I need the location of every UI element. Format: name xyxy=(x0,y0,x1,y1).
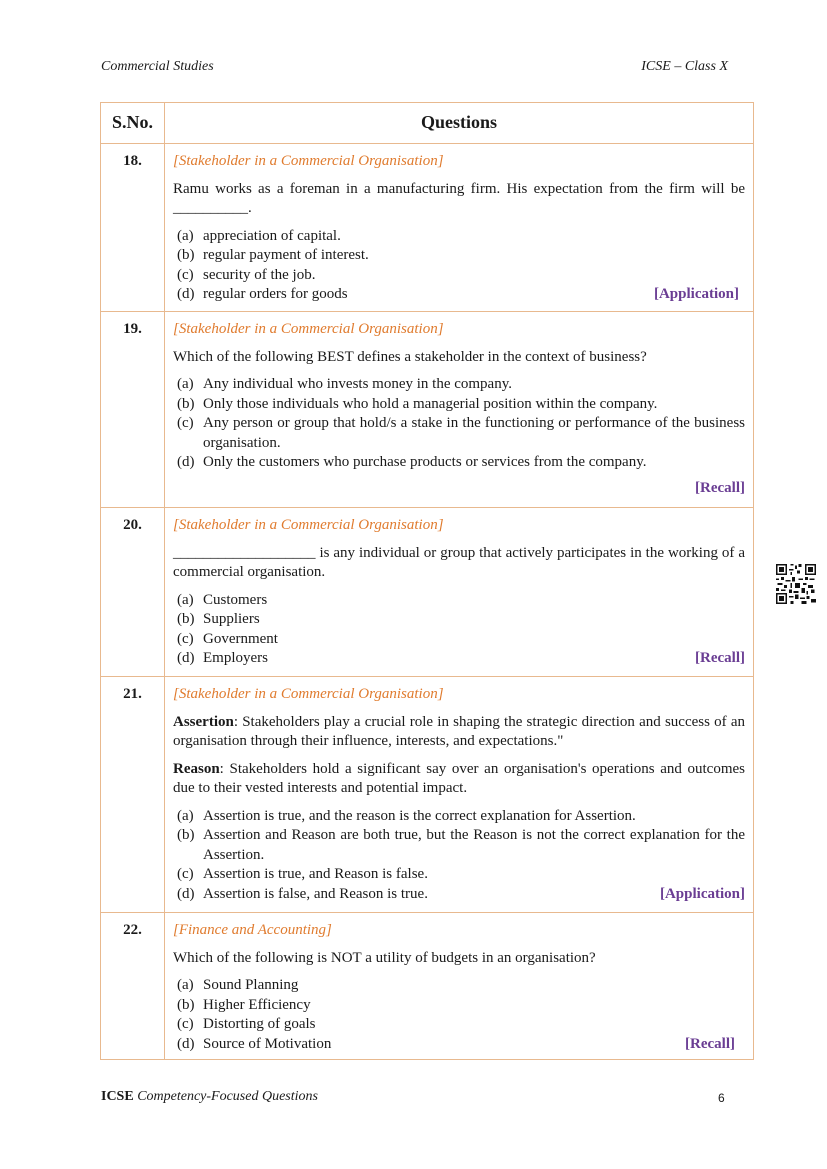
option-label: (d) xyxy=(177,1035,195,1052)
option xyxy=(177,649,745,669)
option-text: Higher Efficiency xyxy=(203,996,311,1013)
option-text: Only the customers who purchase products or services from the company. xyxy=(203,454,647,470)
header-class: ICSE – Class X xyxy=(641,59,728,74)
assertion-statement xyxy=(173,713,745,752)
option-text: Assertion and Reason are both true, but the Reason is not the correct explanation for the Assertion. xyxy=(203,827,745,863)
question-row xyxy=(101,677,754,913)
question-topic: [Stakeholder in a Commercial Organisation] xyxy=(173,321,444,337)
option-text: security of the job. xyxy=(203,266,316,283)
footer-title xyxy=(101,1089,318,1105)
question-stem: Which of the following is NOT a utility of budgets in an organisation? xyxy=(173,949,596,966)
question-number: 22. xyxy=(101,913,165,1060)
option-text: Distorting of goals xyxy=(203,1016,316,1032)
option xyxy=(177,285,745,305)
option-text: appreciation of capital. xyxy=(203,227,341,244)
reason-statement xyxy=(173,760,745,799)
option xyxy=(177,865,745,885)
question-row xyxy=(101,144,754,312)
option xyxy=(177,630,745,650)
option-label: (d) xyxy=(177,885,195,902)
option xyxy=(177,610,745,630)
question-row xyxy=(101,913,754,1060)
question-stem: Ramu works as a foreman in a manufacturing firm. His expectation from the firm will be __________. xyxy=(173,180,745,216)
option-label: (c) xyxy=(177,1016,194,1032)
cognitive-level-tag: [Recall] xyxy=(695,650,745,666)
question-topic: [Stakeholder in a Commercial Organisation] xyxy=(173,153,444,169)
option-label: (d) xyxy=(177,650,195,666)
option xyxy=(177,266,745,286)
option-text: Assertion is true, and the reason is the correct explanation for Assertion. xyxy=(203,807,636,824)
questions-table xyxy=(100,102,754,1060)
option xyxy=(177,996,745,1016)
option-text: Assertion is true, and Reason is false. xyxy=(203,866,428,882)
option-text: Sound Planning xyxy=(203,977,299,993)
option-text: regular orders for goods xyxy=(203,286,348,302)
option-label: (a) xyxy=(177,376,194,392)
column-header-questions: Questions xyxy=(165,103,754,144)
reason-text: : Stakeholders hold a significant say over an organisation's operations and outcomes due to their vested interests and potential impact. xyxy=(173,760,745,796)
column-header-sno: S.No. xyxy=(101,103,165,144)
option-label: (c) xyxy=(177,266,194,283)
option-label: (c) xyxy=(177,866,194,882)
question-number: 19. xyxy=(101,312,165,508)
option xyxy=(177,375,745,395)
option-label: (b) xyxy=(177,996,195,1013)
cognitive-level-tag: [Application] xyxy=(659,885,745,902)
option-text: Only those individuals who hold a managerial position within the company. xyxy=(203,395,658,412)
option xyxy=(177,246,745,266)
question-number: 18. xyxy=(101,144,165,312)
option-label: (b) xyxy=(177,247,195,263)
cognitive-level-tag: [Recall] xyxy=(685,1035,735,1052)
options-list xyxy=(173,976,745,1054)
question-number: 20. xyxy=(101,508,165,677)
option-text: Suppliers xyxy=(203,611,260,627)
assertion-label: Assertion xyxy=(173,713,234,730)
qr-code-icon[interactable] xyxy=(776,564,816,604)
reason-label: Reason xyxy=(173,760,220,777)
option xyxy=(177,227,745,247)
option-label: (b) xyxy=(177,395,195,412)
options-list xyxy=(173,375,745,473)
option-label: (a) xyxy=(177,977,194,993)
option-text: Customers xyxy=(203,591,268,608)
cognitive-level-tag: [Recall] xyxy=(695,479,745,496)
option xyxy=(177,591,745,611)
options-list xyxy=(173,227,745,305)
option-text: Assertion is false, and Reason is true. xyxy=(203,885,428,902)
header-subject: Commercial Studies xyxy=(101,59,214,74)
option xyxy=(177,414,745,453)
option xyxy=(177,1015,745,1035)
option xyxy=(177,885,745,905)
option-label: (b) xyxy=(177,611,195,627)
footer-subtitle: Competency-Focused Questions xyxy=(137,1089,318,1104)
option xyxy=(177,453,745,473)
option-label: (d) xyxy=(177,454,195,470)
option-text: Employers xyxy=(203,650,268,666)
cognitive-level-tag: [Application] xyxy=(653,286,739,302)
page-number: 6 xyxy=(718,1091,725,1105)
option-text: regular payment of interest. xyxy=(203,247,369,263)
option-text: Government xyxy=(203,630,278,647)
question-topic: [Stakeholder in a Commercial Organisation] xyxy=(173,686,444,702)
question-topic: [Stakeholder in a Commercial Organisation] xyxy=(173,517,444,533)
option-text: Source of Motivation xyxy=(203,1035,332,1052)
footer-brand: ICSE xyxy=(101,1089,134,1104)
options-list xyxy=(173,591,745,669)
option-label: (c) xyxy=(177,630,194,647)
option xyxy=(177,826,745,865)
question-stem: Which of the following BEST defines a stakeholder in the context of business? xyxy=(173,348,647,365)
option xyxy=(177,976,745,996)
option-label: (c) xyxy=(177,415,194,431)
option-label: (a) xyxy=(177,227,194,244)
question-topic: [Finance and Accounting] xyxy=(173,922,332,938)
question-number: 21. xyxy=(101,677,165,913)
options-list xyxy=(173,807,745,905)
option-text: Any individual who invests money in the company. xyxy=(203,376,512,392)
option xyxy=(177,807,745,827)
question-row xyxy=(101,508,754,677)
option xyxy=(177,395,745,415)
option xyxy=(177,1035,745,1055)
option-label: (a) xyxy=(177,807,194,824)
question-row xyxy=(101,312,754,508)
assertion-text: : Stakeholders play a crucial role in shaping the strategic direction and success of an organisation through their influence, interests, and expectations." xyxy=(173,713,745,749)
option-label: (d) xyxy=(177,286,195,302)
option-label: (b) xyxy=(177,827,195,843)
question-stem: ___________________ is any individual or group that actively participates in the working of a commercial organisation. xyxy=(173,544,745,580)
option-label: (a) xyxy=(177,591,194,608)
option-text: Any person or group that hold/s a stake in the functioning or performance of the business organisation. xyxy=(203,415,745,451)
